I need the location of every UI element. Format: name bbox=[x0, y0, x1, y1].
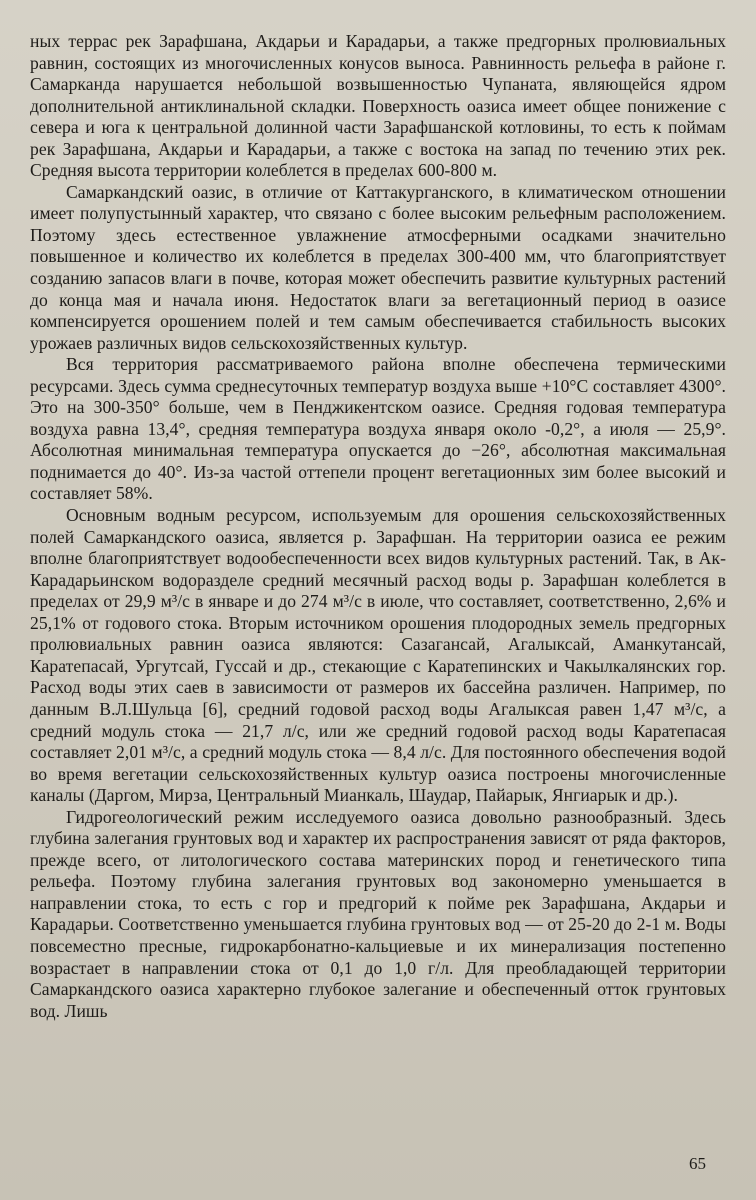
paragraph-4: Основным водным ресурсом, используемым для орошения сельскохозяйственных полей Самаркандского оазиса, является р. Зарафшан. На территории оазиса ее режим вполне благоприятствует водообеспеченности всех видов культурных растений. Так, в Ак-Карадарьинском водоразделе средний месячный расход воды р. Зарафшан колеблется в пределах от 29,9 м³/с в январе и до 274 м³/с в июле, что составляет, соответственно, 2,6% и 25,1% от годового стока. Вторым источником орошения плодородных земель предгорных пролювиальных равнин оазиса являются: Сазагансай, Агалыксай, Аманкутансай, Каратепасай, Ургутсай, Гуссай и др., стекающие с Каратепинских и Чакылкалянских гор. Расход воды этих саев в зависимости от размеров их бассейна различен. Например, по данным В.Л.Шульца [6], средний годовой расход воды Агалыксая равен 1,47 м³/с, а средний модуль стока — 21,7 л/с, или же средний годовой расход воды Каратепасая составляет 2,01 м³/с, а средний модуль стока — 8,4 л/с. Для постоянного обеспечения водой во время вегетации сельскохозяйственных культур оазиса построены многочисленные каналы (Даргом, Мирза, Центральный Мианкаль, Шаудар, Пайарык, Янгиарык и др.). bbox=[30, 505, 726, 806]
paragraph-2: Самаркандский оазис, в отличие от Каттакурганского, в климатическом отношении имеет полупустынный характер, что связано с более высоким рельефным расположением. Поэтому здесь естественное увлажнение атмосферными осадками значительно повышенное и количество их колеблется в пределах 300-400 мм, что благоприятствует созданию запасов влаги в почве, которая может обеспечить развитие культурных растений до конца мая и начала июня. Недостаток влаги за вегетационный период в оазисе компенсируется орошением полей и тем самым обеспечивается стабильность высоких урожаев различных видов сельскохозяйственных культур. bbox=[30, 181, 726, 353]
paragraph-1: ных террас рек Зарафшана, Акдарьи и Карадарьи, а также предгорных пролювиальных равнин, состоящих из многочисленных конусов выноса. Равнинность рельефа в районе г. Самарканда нарушается небольшой возвышенностью Чупаната, являющейся ядром дополнительной антиклинальной складки. Поверхность оазиса имеет общее понижение с севера и юга к центральной долинной части Зарафшанской котловины, то есть к поймам рек Зарафшана, Акдарьи и Карадарьи, а также с востока на запад по течению этих рек. Средняя высота территории колеблется в пределах 600-800 м. bbox=[30, 31, 726, 181]
paragraph-5: Гидрогеологический режим исследуемого оазиса довольно разнообразный. Здесь глубина залегания грунтовых вод и характер их распространения зависят от ряда факторов, прежде всего, от литологического состава материнских пород и генетического типа рельефа. Поэтому глубина залегания грунтовых вод закономерно уменьшается в направлении стока, то есть с гор и предгорий к пойме рек Зарафшана, Акдарьи и Карадарьи. Соответственно уменьшается глубина грунтовых вод — от 25-20 до 2-1 м. Воды повсеместно пресные, гидрокарбонатно-кальциевые и их минерализация постепенно возрастает в направлении стока от 0,1 до 1,0 г/л. Для преобладающей территории Самаркандского оазиса характерно глубокое залегание и обеспеченный отток грунтовых вод. Лишь bbox=[30, 806, 726, 1021]
body-text bbox=[30, 31, 726, 1022]
paragraph-3: Вся территория рассматриваемого района вполне обеспечена термическими ресурсами. Здесь сумма среднесуточных температур воздуха выше +10°С составляет 4300°. Это на 300-350° больше, чем в Пенджикентском оазисе. Средняя годовая температура воздуха равна 13,4°, средняя температура воздуха января около -0,2°, а июля — 25,9°. Абсолютная минимальная температура опускается до −26°, абсолютная максимальная поднимается до 40°. Из-за частой оттепели процент вегетационных зим более высокий и составляет 58%. bbox=[30, 354, 726, 504]
page-number: 65 bbox=[689, 1154, 706, 1173]
